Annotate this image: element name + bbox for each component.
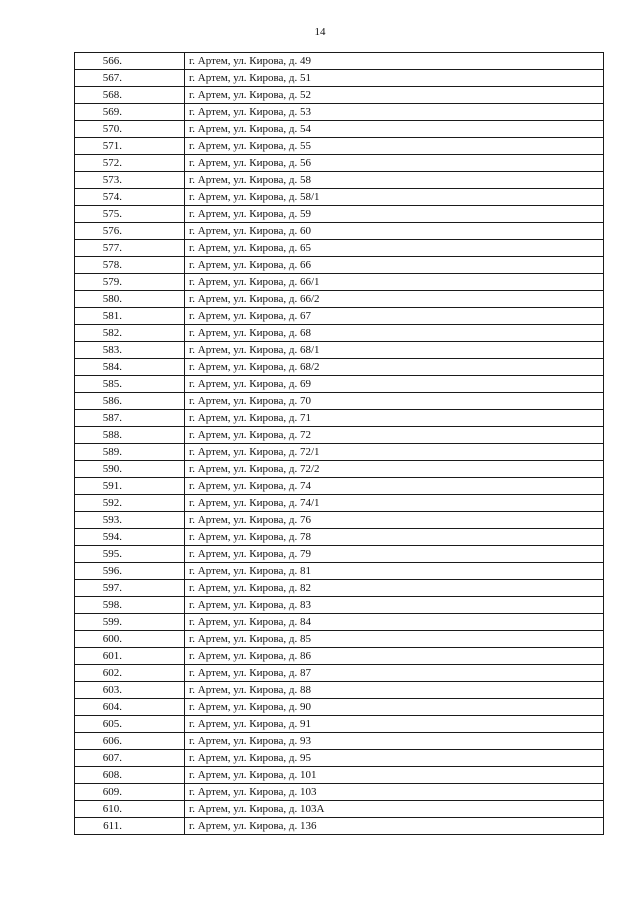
address-cell: г. Артем, ул. Кирова, д. 84 bbox=[185, 614, 604, 631]
address-cell: г. Артем, ул. Кирова, д. 67 bbox=[185, 308, 604, 325]
address-cell: г. Артем, ул. Кирова, д. 65 bbox=[185, 240, 604, 257]
row-number-cell: 570. bbox=[75, 121, 185, 138]
table-row bbox=[75, 376, 604, 393]
row-number-cell: 573. bbox=[75, 172, 185, 189]
table-row bbox=[75, 138, 604, 155]
address-cell: г. Артем, ул. Кирова, д. 58 bbox=[185, 172, 604, 189]
address-cell: г. Артем, ул. Кирова, д. 53 bbox=[185, 104, 604, 121]
address-cell: г. Артем, ул. Кирова, д. 66 bbox=[185, 257, 604, 274]
row-number-cell: 603. bbox=[75, 682, 185, 699]
row-number-cell: 611. bbox=[75, 818, 185, 835]
table-row bbox=[75, 325, 604, 342]
address-cell: г. Артем, ул. Кирова, д. 85 bbox=[185, 631, 604, 648]
address-cell: г. Артем, ул. Кирова, д. 72/1 bbox=[185, 444, 604, 461]
row-number-cell: 586. bbox=[75, 393, 185, 410]
address-cell: г. Артем, ул. Кирова, д. 68/1 bbox=[185, 342, 604, 359]
address-cell: г. Артем, ул. Кирова, д. 52 bbox=[185, 87, 604, 104]
address-cell: г. Артем, ул. Кирова, д. 82 bbox=[185, 580, 604, 597]
table-row bbox=[75, 631, 604, 648]
address-cell: г. Артем, ул. Кирова, д. 68 bbox=[185, 325, 604, 342]
address-cell: г. Артем, ул. Кирова, д. 90 bbox=[185, 699, 604, 716]
address-cell: г. Артем, ул. Кирова, д. 78 bbox=[185, 529, 604, 546]
row-number-cell: 568. bbox=[75, 87, 185, 104]
address-cell: г. Артем, ул. Кирова, д. 69 bbox=[185, 376, 604, 393]
address-cell: г. Артем, ул. Кирова, д. 59 bbox=[185, 206, 604, 223]
table-row bbox=[75, 155, 604, 172]
row-number-cell: 584. bbox=[75, 359, 185, 376]
address-cell: г. Артем, ул. Кирова, д. 86 bbox=[185, 648, 604, 665]
row-number-cell: 589. bbox=[75, 444, 185, 461]
table-row bbox=[75, 716, 604, 733]
address-cell: г. Артем, ул. Кирова, д. 88 bbox=[185, 682, 604, 699]
row-number-cell: 581. bbox=[75, 308, 185, 325]
table-row bbox=[75, 495, 604, 512]
row-number-cell: 585. bbox=[75, 376, 185, 393]
address-table bbox=[74, 52, 604, 835]
page-number: 14 bbox=[314, 26, 326, 38]
table-row bbox=[75, 478, 604, 495]
address-table-container bbox=[74, 52, 603, 835]
row-number-cell: 604. bbox=[75, 699, 185, 716]
address-cell: г. Артем, ул. Кирова, д. 70 bbox=[185, 393, 604, 410]
table-row bbox=[75, 750, 604, 767]
address-cell: г. Артем, ул. Кирова, д. 60 bbox=[185, 223, 604, 240]
table-row bbox=[75, 512, 604, 529]
address-cell: г. Артем, ул. Кирова, д. 79 bbox=[185, 546, 604, 563]
row-number-cell: 591. bbox=[75, 478, 185, 495]
table-row bbox=[75, 240, 604, 257]
row-number-cell: 598. bbox=[75, 597, 185, 614]
row-number-cell: 567. bbox=[75, 70, 185, 87]
table-row bbox=[75, 342, 604, 359]
table-row bbox=[75, 580, 604, 597]
table-row bbox=[75, 410, 604, 427]
table-row bbox=[75, 648, 604, 665]
row-number-cell: 580. bbox=[75, 291, 185, 308]
row-number-cell: 571. bbox=[75, 138, 185, 155]
address-cell: г. Артем, ул. Кирова, д. 83 bbox=[185, 597, 604, 614]
row-number-cell: 572. bbox=[75, 155, 185, 172]
table-row bbox=[75, 801, 604, 818]
address-cell: г. Артем, ул. Кирова, д. 58/1 bbox=[185, 189, 604, 206]
row-number-cell: 593. bbox=[75, 512, 185, 529]
row-number-cell: 587. bbox=[75, 410, 185, 427]
table-row bbox=[75, 733, 604, 750]
address-cell: г. Артем, ул. Кирова, д. 81 bbox=[185, 563, 604, 580]
table-row bbox=[75, 563, 604, 580]
row-number-cell: 602. bbox=[75, 665, 185, 682]
address-cell: г. Артем, ул. Кирова, д. 103 bbox=[185, 784, 604, 801]
row-number-cell: 576. bbox=[75, 223, 185, 240]
address-cell: г. Артем, ул. Кирова, д. 66/2 bbox=[185, 291, 604, 308]
row-number-cell: 596. bbox=[75, 563, 185, 580]
address-cell: г. Артем, ул. Кирова, д. 103А bbox=[185, 801, 604, 818]
row-number-cell: 569. bbox=[75, 104, 185, 121]
table-row bbox=[75, 53, 604, 70]
row-number-cell: 579. bbox=[75, 274, 185, 291]
table-row bbox=[75, 87, 604, 104]
address-cell: г. Артем, ул. Кирова, д. 74/1 bbox=[185, 495, 604, 512]
row-number-cell: 601. bbox=[75, 648, 185, 665]
table-row bbox=[75, 172, 604, 189]
address-cell: г. Артем, ул. Кирова, д. 74 bbox=[185, 478, 604, 495]
row-number-cell: 566. bbox=[75, 53, 185, 70]
table-row bbox=[75, 274, 604, 291]
address-table-body bbox=[75, 53, 604, 835]
table-row bbox=[75, 614, 604, 631]
table-row bbox=[75, 393, 604, 410]
table-row bbox=[75, 444, 604, 461]
address-cell: г. Артем, ул. Кирова, д. 68/2 bbox=[185, 359, 604, 376]
row-number-cell: 610. bbox=[75, 801, 185, 818]
row-number-cell: 583. bbox=[75, 342, 185, 359]
address-cell: г. Артем, ул. Кирова, д. 72/2 bbox=[185, 461, 604, 478]
row-number-cell: 607. bbox=[75, 750, 185, 767]
address-cell: г. Артем, ул. Кирова, д. 72 bbox=[185, 427, 604, 444]
address-cell: г. Артем, ул. Кирова, д. 95 bbox=[185, 750, 604, 767]
row-number-cell: 577. bbox=[75, 240, 185, 257]
row-number-cell: 599. bbox=[75, 614, 185, 631]
row-number-cell: 595. bbox=[75, 546, 185, 563]
address-cell: г. Артем, ул. Кирова, д. 93 bbox=[185, 733, 604, 750]
address-cell: г. Артем, ул. Кирова, д. 54 bbox=[185, 121, 604, 138]
row-number-cell: 582. bbox=[75, 325, 185, 342]
table-row bbox=[75, 461, 604, 478]
address-cell: г. Артем, ул. Кирова, д. 91 bbox=[185, 716, 604, 733]
row-number-cell: 575. bbox=[75, 206, 185, 223]
table-row bbox=[75, 291, 604, 308]
row-number-cell: 590. bbox=[75, 461, 185, 478]
table-row bbox=[75, 121, 604, 138]
address-cell: г. Артем, ул. Кирова, д. 49 bbox=[185, 53, 604, 70]
table-row bbox=[75, 767, 604, 784]
address-cell: г. Артем, ул. Кирова, д. 101 bbox=[185, 767, 604, 784]
table-row bbox=[75, 682, 604, 699]
address-cell: г. Артем, ул. Кирова, д. 51 bbox=[185, 70, 604, 87]
table-row bbox=[75, 546, 604, 563]
row-number-cell: 605. bbox=[75, 716, 185, 733]
table-row bbox=[75, 308, 604, 325]
table-row bbox=[75, 818, 604, 835]
row-number-cell: 608. bbox=[75, 767, 185, 784]
row-number-cell: 600. bbox=[75, 631, 185, 648]
table-row bbox=[75, 223, 604, 240]
row-number-cell: 597. bbox=[75, 580, 185, 597]
address-cell: г. Артем, ул. Кирова, д. 55 bbox=[185, 138, 604, 155]
table-row bbox=[75, 359, 604, 376]
row-number-cell: 592. bbox=[75, 495, 185, 512]
row-number-cell: 578. bbox=[75, 257, 185, 274]
table-row bbox=[75, 529, 604, 546]
address-cell: г. Артем, ул. Кирова, д. 66/1 bbox=[185, 274, 604, 291]
table-row bbox=[75, 784, 604, 801]
address-cell: г. Артем, ул. Кирова, д. 76 bbox=[185, 512, 604, 529]
table-row bbox=[75, 665, 604, 682]
address-cell: г. Артем, ул. Кирова, д. 87 bbox=[185, 665, 604, 682]
address-cell: г. Артем, ул. Кирова, д. 56 bbox=[185, 155, 604, 172]
row-number-cell: 588. bbox=[75, 427, 185, 444]
table-row bbox=[75, 70, 604, 87]
table-row bbox=[75, 699, 604, 716]
table-row bbox=[75, 427, 604, 444]
table-row bbox=[75, 104, 604, 121]
row-number-cell: 606. bbox=[75, 733, 185, 750]
table-row bbox=[75, 597, 604, 614]
address-cell: г. Артем, ул. Кирова, д. 136 bbox=[185, 818, 604, 835]
table-row bbox=[75, 206, 604, 223]
row-number-cell: 574. bbox=[75, 189, 185, 206]
table-row bbox=[75, 189, 604, 206]
row-number-cell: 594. bbox=[75, 529, 185, 546]
table-row bbox=[75, 257, 604, 274]
row-number-cell: 609. bbox=[75, 784, 185, 801]
address-cell: г. Артем, ул. Кирова, д. 71 bbox=[185, 410, 604, 427]
